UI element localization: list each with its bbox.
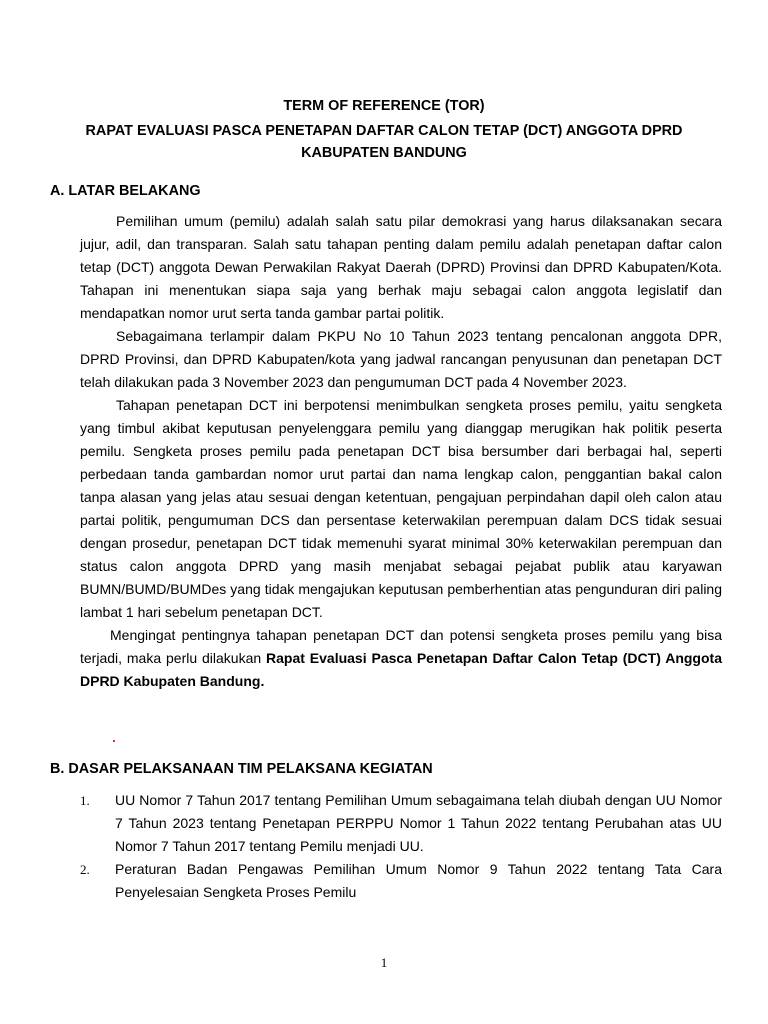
list-item xyxy=(80,789,722,858)
section-a-body xyxy=(80,210,722,693)
paragraph-4-bold-text: Rapat Evaluasi Pasca Penetapan Daftar Calon Tetap (DCT) Anggota DPRD Kabupaten Bandung. xyxy=(80,650,722,689)
list-item-text: UU Nomor 7 Tahun 2017 tentang Pemilihan Umum sebagaimana telah diubah dengan UU Nomor 7 Tahun 2023 tentang Penetapan PERPPU Nomor 1 Tahun 2022 tentang Perubahan atas UU Nomor 7 Tahun 2017 tentang Pemilu menjadi UU. xyxy=(115,792,722,854)
paragraph-4 xyxy=(80,624,722,693)
list-item xyxy=(80,858,722,904)
red-dot-mark xyxy=(113,740,115,742)
list-item-text: Peraturan Badan Pengawas Pemilihan Umum Nomor 9 Tahun 2022 tentang Tata Cara Penyelesaian Sengketa Proses Pemilu xyxy=(115,861,722,900)
legal-basis-list xyxy=(80,789,722,904)
paragraph-1: Pemilihan umum (pemilu) adalah salah satu pilar demokrasi yang harus dilaksanakan secara jujur, adil, dan transparan. Salah satu tahapan penting dalam pemilu adalah penetapan daftar calon tetap (DCT) anggota Dewan Perwakilan Rakyat Daerah (DPRD) Provinsi dan DPRD Kabupaten/Kota. Tahapan ini menentukan siapa saja yang berhak maju sebagai calon anggota legislatif dan mendapatkan nomor urut serta tanda gambar partai politik. xyxy=(80,213,722,321)
page-number: 1 xyxy=(380,955,388,970)
list-item-number: 1. xyxy=(80,793,90,808)
paragraph-4-text: Mengingat pentingnya tahapan penetapan DCT dan potensi sengketa proses pemilu yang bisa terjadi, maka perlu dilakukan xyxy=(80,627,722,666)
paragraph-2: Sebagaimana terlampir dalam PKPU No 10 Tahun 2023 tentang pencalonan anggota DPR, DPRD Provinsi, dan DPRD Kabupaten/kota yang jadwal rancangan penyusunan dan penetapan DCT telah dilakukan pada 3 November 2023 dan pengumuman DCT pada 4 November 2023. xyxy=(80,328,722,390)
section-b-heading: B. DASAR PELAKSANAAN TIM PELAKSANA KEGIATAN xyxy=(50,761,433,777)
paragraph-3: Tahapan penetapan DCT ini berpotensi menimbulkan sengketa proses pemilu, yaitu sengketa yang timbul akibat keputusan penyelenggara pemilu yang dianggap merugikan hak politik peserta pemilu. Sengketa proses pemilu pada penetapan DCT bisa bersumber dari berbagai hal, seperti perbedaan tanda gambardan nomor urut partai dan nama lengkap calon, penggantian bakal calon tanpa alasan yang jelas atau sesuai dengan ketentuan, pengajuan perpindahan dapil oleh calon atau partai politik, pengumuman DCS dan persentase keterwakilan perempuan dalam DCS tidak sesuai dengan prosedur, penetapan DCT tidak memenuhi syarat minimal 30% keterwakilan perempuan dan status calon anggota DPRD yang masih menjabat sebagai pejabat publik atau karyawan BUMN/BUMD/BUMDes yang tidak mengajukan keputusan pemberhentian atas pengunduran diri paling lambat 1 hari sebelum penetapan DCT. xyxy=(80,397,722,620)
document-subtitle-line-2: KABUPATEN BANDUNG xyxy=(301,145,467,161)
document-title: TERM OF REFERENCE (TOR) xyxy=(283,98,485,114)
document-subtitle-line-1: RAPAT EVALUASI PASCA PENETAPAN DAFTAR CALON TETAP (DCT) ANGGOTA DPRD xyxy=(85,123,683,139)
list-item-number: 2. xyxy=(80,862,90,877)
section-a-heading: A. LATAR BELAKANG xyxy=(50,183,201,199)
